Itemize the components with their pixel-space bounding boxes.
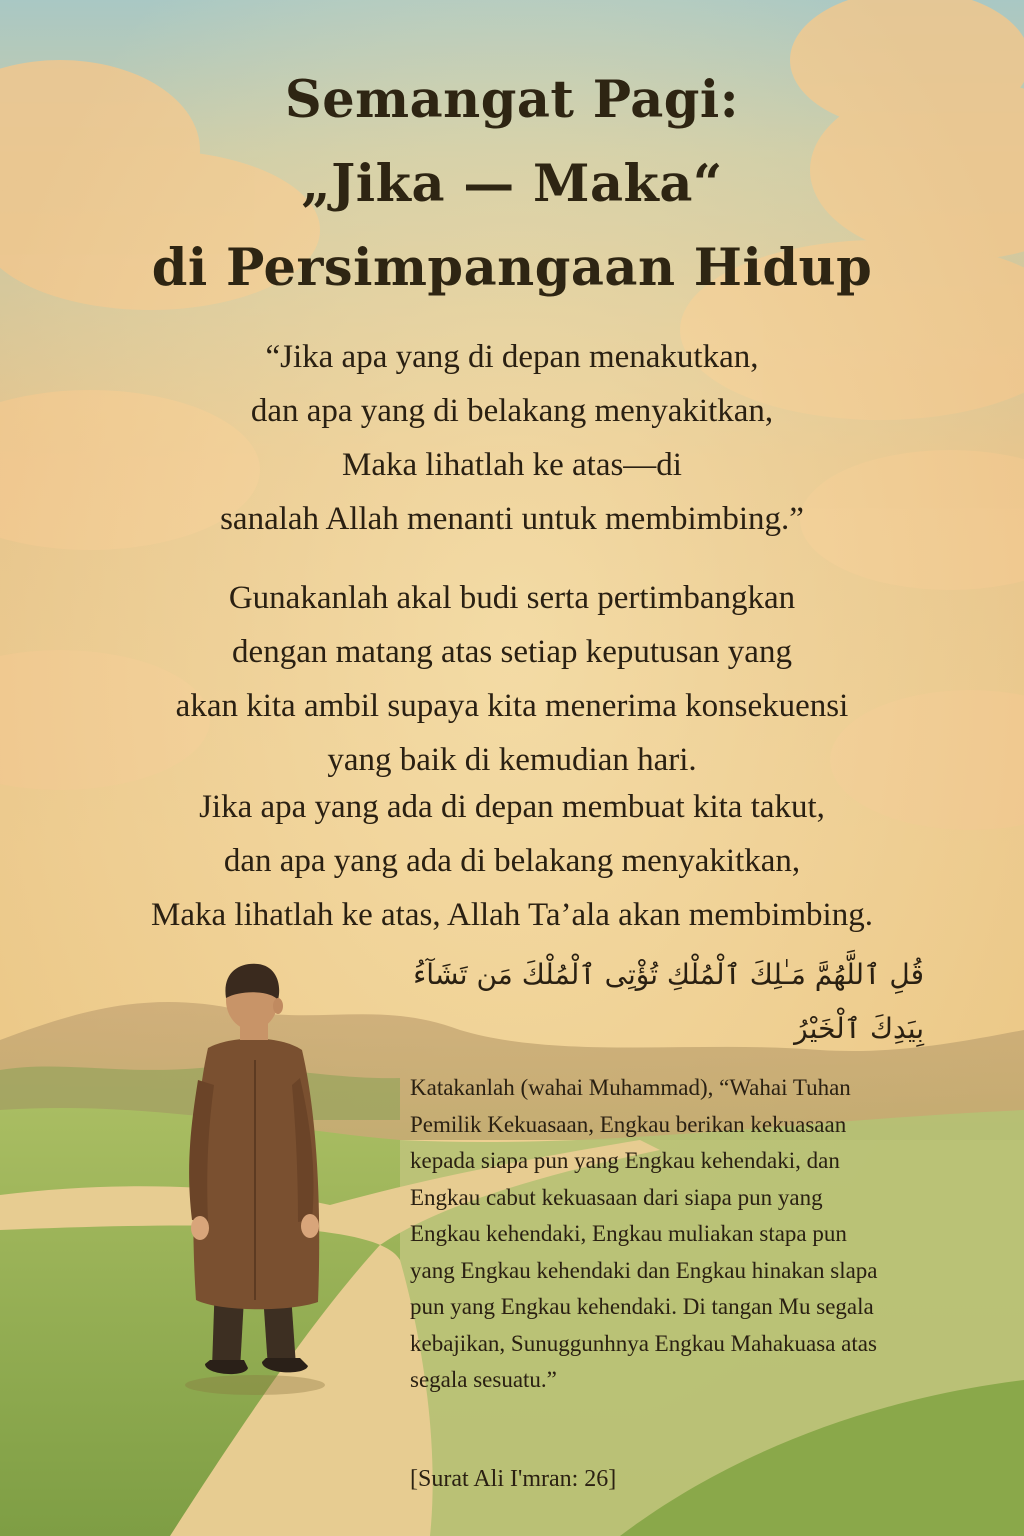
reflection-line: Maka lihatlah ke atas, Allah Ta’ala akan membimbing. bbox=[151, 897, 873, 933]
quote-line: sanalah Allah menanti untuk membimbing.” bbox=[220, 501, 804, 537]
translation-line: segala sesuatu.” bbox=[410, 1367, 557, 1392]
translation-line: Pemilik Kekuasaan, Engkau berikan kekuasaan bbox=[410, 1111, 847, 1137]
quote-block bbox=[0, 330, 1024, 546]
translation-line: Katakanlah (wahai Muhammad), “Wahai Tuhan bbox=[410, 1075, 851, 1100]
translation-line: kebajikan, Sunuggunhnya Engkau Mahakuasa atas bbox=[410, 1330, 877, 1356]
reflection-line: Jika apa yang ada di depan membuat kita takut, bbox=[199, 789, 825, 825]
quote-line: dan apa yang di belakang menyakitkan, bbox=[250, 393, 774, 429]
advice-block bbox=[0, 571, 1024, 787]
title-line: „Jika — Maka“ bbox=[301, 154, 723, 214]
title-line: di Persimpangaan Hidup bbox=[151, 238, 873, 298]
arabic-verse-line: بِيَدِكَ ٱلْخَيْرُ bbox=[794, 1012, 924, 1045]
quote-line: Maka lihatlah ke atas—di bbox=[342, 447, 682, 483]
verse-translation bbox=[410, 1070, 990, 1399]
reflection-line: dan apa yang ada di belakang menyakitkan, bbox=[223, 843, 801, 879]
translation-line: pun yang Engkau kehendaki. Di tangan Mu segala bbox=[410, 1294, 874, 1319]
advice-line: akan kita ambil supaya kita menerima konsekuensi bbox=[175, 688, 849, 724]
translation-line: yang Engkau kehendaki dan Engkau hinakan slapa bbox=[410, 1257, 878, 1283]
advice-line: yang baik di kemudian hari. bbox=[327, 742, 697, 778]
poster-title bbox=[0, 58, 1024, 310]
verse-citation: [Surat Ali I'mran: 26] bbox=[410, 1466, 617, 1492]
advice-line: dengan matang atas setiap keputusan yang bbox=[232, 634, 792, 670]
title-line: Semangat Pagi: bbox=[284, 70, 740, 130]
translation-line: Engkau kehendaki, Engkau muliakan stapa pun bbox=[410, 1221, 847, 1246]
arabic-verse-line: قُلِ ٱللَّهُمَّ مَـٰلِكَ ٱلْمُلْكِ تُؤْتِى ٱلْمُلْكَ مَن تَشَآءُ bbox=[413, 958, 924, 991]
translation-line: Engkau cabut kekuasaan dari siapa pun yang bbox=[410, 1184, 823, 1210]
quote-line: “Jika apa yang di depan menakutkan, bbox=[265, 339, 759, 375]
reflection-block bbox=[0, 780, 1024, 942]
translation-line: kepada siapa pun yang Engkau kehendaki, dan bbox=[410, 1148, 840, 1173]
advice-line: Gunakanlah akal budi serta pertimbangkan bbox=[228, 580, 796, 616]
